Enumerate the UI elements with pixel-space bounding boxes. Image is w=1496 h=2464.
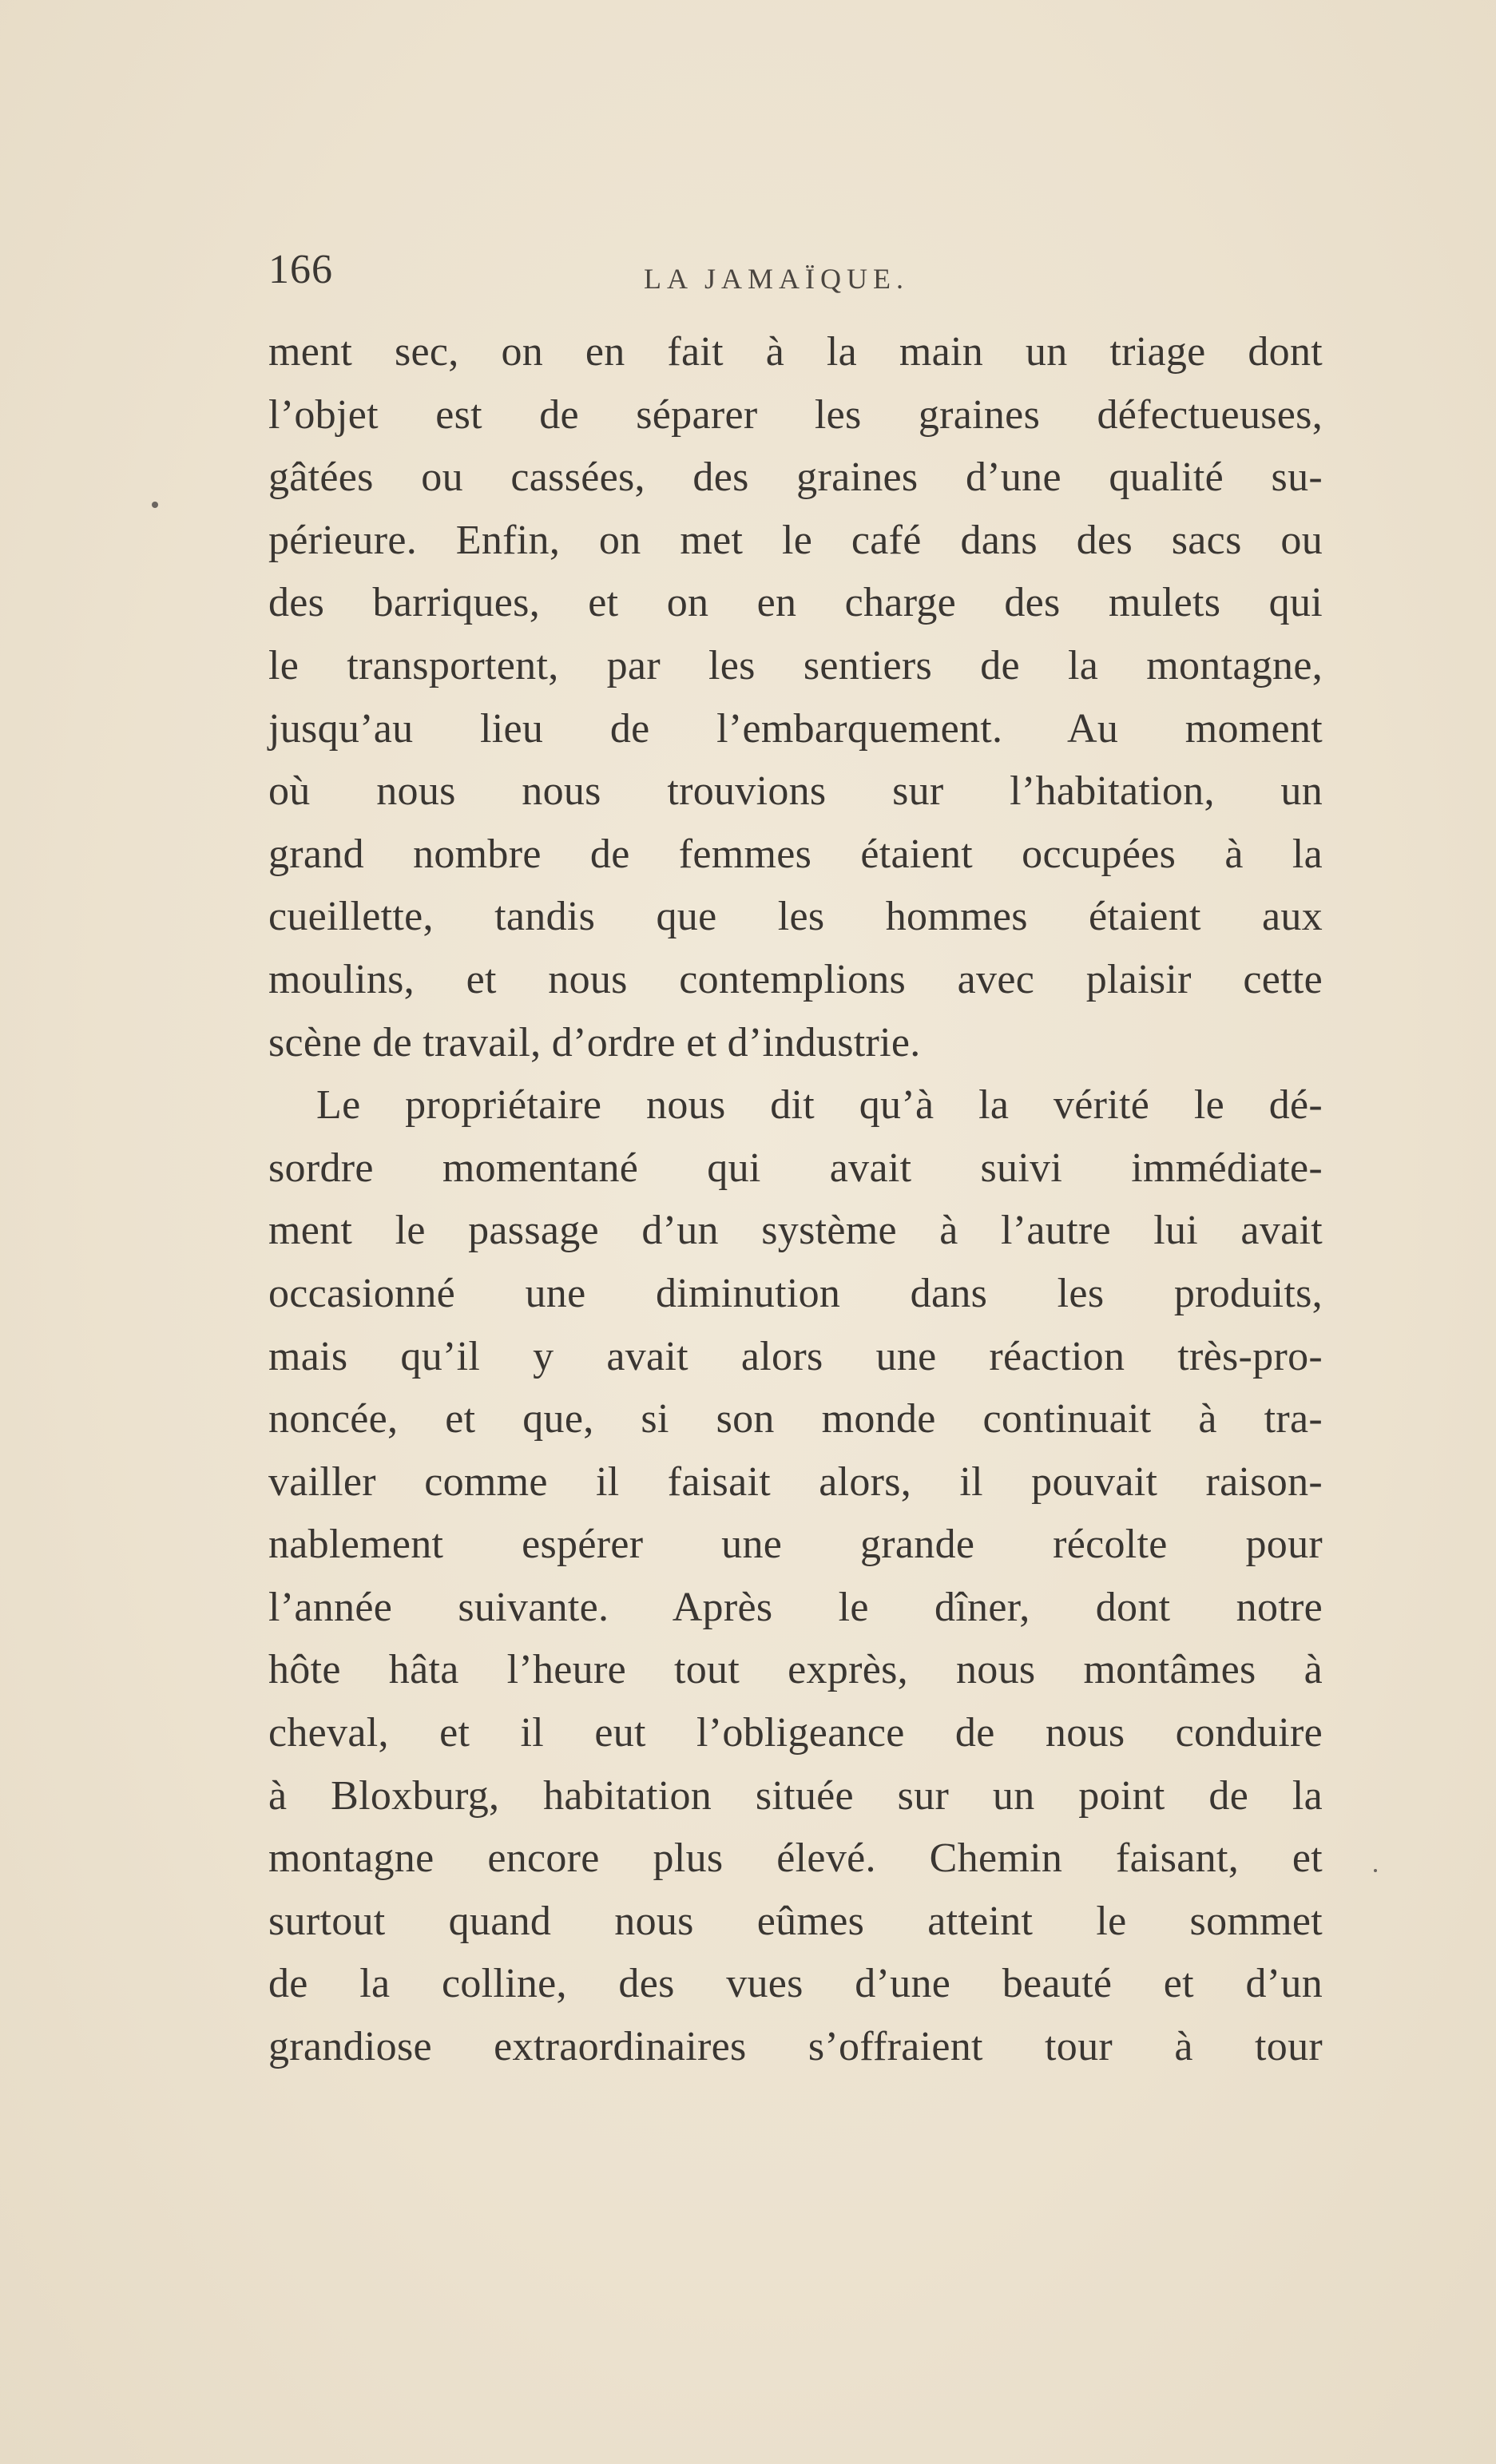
text-line: grandiose extraordinaires s’offraient tour à tour (268, 2024, 1323, 2070)
text-line: surtout quand nous eûmes atteint le sommet (268, 1898, 1323, 1944)
text-line: de la colline, des vues d’une beauté et d’un (268, 1961, 1323, 2007)
text-line: ment sec, on en fait à la main un triage dont (268, 329, 1323, 375)
text-line: sordre momentané qui avait suivi immédiate- (268, 1145, 1323, 1191)
text-line: gâtées ou cassées, des graines d’une qualité su- (268, 454, 1323, 501)
text-line: où nous nous trouvions sur l’habitation, un (268, 768, 1323, 815)
text-line: nablement espérer une grande récolte pour (268, 1522, 1323, 1568)
text-line: l’objet est de séparer les graines défectueuses, (268, 391, 1323, 438)
text-line: montagne encore plus élevé. Chemin faisant, et (268, 1835, 1323, 1882)
text-line: des barriques, et on en charge des mulets qui (268, 580, 1323, 626)
text-line: moulins, et nous contemplions avec plaisir cette (268, 956, 1323, 1002)
text-line: scène de travail, d’ordre et d’industrie. (268, 1019, 921, 1065)
page-number: 166 (268, 247, 333, 292)
text-line: cueillette, tandis que les hommes étaient aux (268, 894, 1323, 940)
text-line: jusqu’au lieu de l’embarquement. Au moment (268, 705, 1323, 752)
text-line: cheval, et il eut l’obligeance de nous conduire (268, 1710, 1323, 1756)
text-line: mais qu’il y avait alors une réaction très-pro- (268, 1333, 1323, 1379)
text-line: grand nombre de femmes étaient occupées à la (268, 831, 1323, 877)
running-title: LA JAMAÏQUE. (644, 263, 909, 295)
running-head (268, 246, 1323, 294)
text-line: ment le passage d’un système à l’autre lui avait (268, 1208, 1323, 1254)
text-line: hôte hâta l’heure tout exprès, nous montâmes à (268, 1647, 1323, 1693)
body-text (268, 321, 1323, 2079)
text-line: le transportent, par les sentiers de la montagne, (268, 642, 1323, 688)
text-line: occasionné une diminution dans les produits, (268, 1270, 1323, 1316)
text-line: l’année suivante. Après le dîner, dont notre (268, 1584, 1323, 1630)
text-line: à Bloxburg, habitation située sur un point de la (268, 1772, 1323, 1819)
text-line: noncée, et que, si son monde continuait à tra- (268, 1396, 1323, 1442)
text-line: périeure. Enfin, on met le café dans des sacs ou (268, 517, 1323, 563)
text-line: vailler comme il faisait alors, il pouvait raison- (268, 1458, 1323, 1505)
ink-speck (1374, 1869, 1377, 1872)
ink-speck (152, 502, 158, 508)
paragraph-start-line: Le propriétaire nous dit qu’à la vérité le dé- (316, 1082, 1323, 1129)
